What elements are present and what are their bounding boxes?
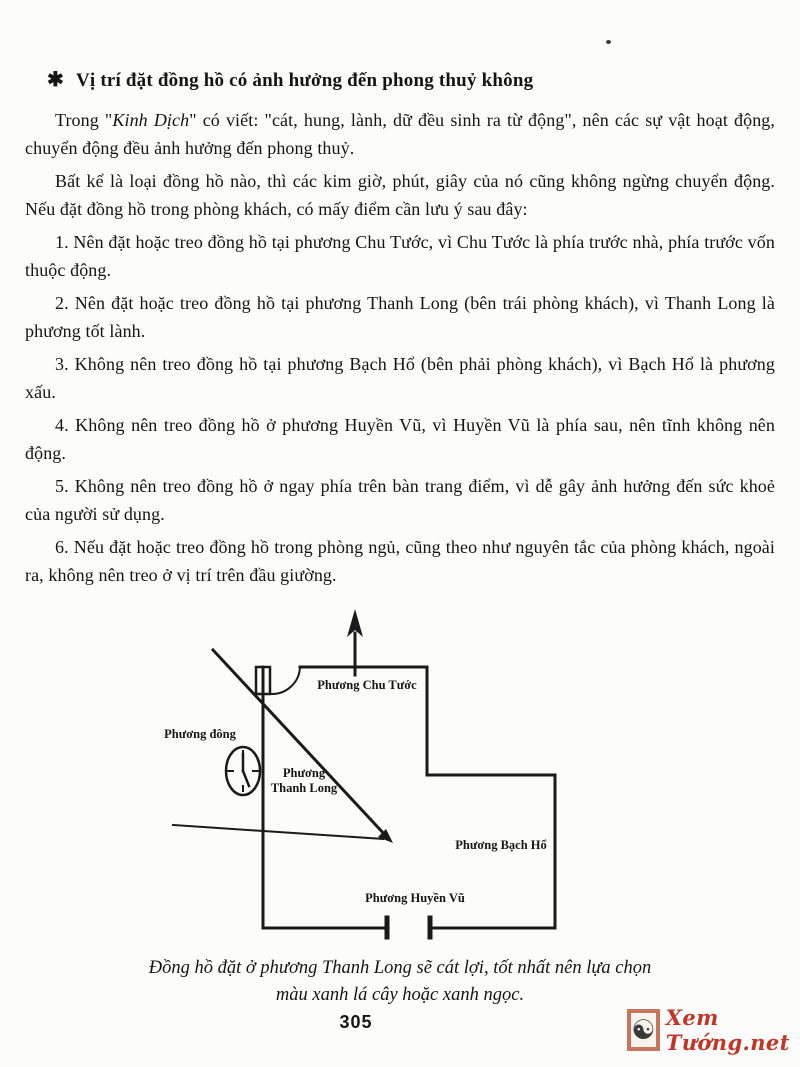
caption-line2: màu xanh lá cây hoặc xanh ngọc.	[275, 985, 525, 1005]
asterisk-star-icon: ✱	[47, 69, 64, 91]
list-item-5: 5. Không nên treo đồng hồ ở ngay phía trên bàn trang điểm, vì dễ gây ảnh hưởng đến sức khoẻ của người sử dụng.	[25, 476, 775, 524]
intro-text-before: Trong "	[55, 110, 113, 130]
list-item-6: 6. Nếu đặt hoặc treo đồng hồ trong phòng ngủ, cũng theo như nguyên tắc của phòng khách, ngoài ra, không nên treo ở vị trí trên đầu giường.	[25, 537, 775, 585]
watermark-text: Xem Tướng.net	[665, 1005, 790, 1055]
north-arrow-icon	[347, 609, 363, 675]
list-item-4: 4. Không nên treo đồng hồ ở phương Huyền Vũ, vì Huyền Vũ là phía sau, nên tĩnh không nên động.	[25, 415, 775, 463]
ink-speck	[606, 40, 611, 44]
yin-yang-icon: ☯	[627, 1009, 660, 1051]
hour-hand	[243, 771, 249, 786]
label-huyen-vu: Phương Huyền Vũ	[365, 891, 465, 905]
label-bach-ho: Phương Bạch Hổ	[455, 838, 547, 852]
floorplan-figure	[80, 605, 775, 945]
page-title-text: Vị trí đặt đồng hồ có ảnh hưởng đến phong thuỷ không	[75, 70, 534, 91]
label-thanh-long-line2: Thanh Long	[270, 781, 338, 795]
label-chu-tuoc: Phương Chu Tước	[317, 678, 417, 692]
intro-text-after: " có viết: "cát, hung, lành, dữ đều sinh ra từ động", nên các sự vật hoạt động, chuyển động đều ảnh hưởng đến phong thuỷ.	[25, 110, 775, 158]
page-title	[47, 70, 775, 92]
list-item-1: 1. Nên đặt hoặc treo đồng hồ tại phương Chu Tước, vì Chu Tước là phía trước nhà, phía trước vốn thuộc động.	[25, 232, 775, 280]
label-phuong-dong: Phương đông	[164, 727, 236, 741]
paragraph-clock-motion: Bất kể là loại đồng hồ nào, thì các kim giờ, phút, giây của nó cũng không ngừng chuyển động. Nếu đặt đồng hồ trong phòng khách, có mấy điểm cần lưu ý sau đây:	[25, 171, 775, 219]
list-item-2: 2. Nên đặt hoặc treo đồng hồ tại phương Thanh Long (bên trái phòng khách), vì Thanh Long là phương tốt lành.	[25, 293, 775, 341]
caption-line1: Đồng hồ đặt ở phương Thanh Long sẽ cát lợi, tốt nhất nên lựa chọn	[148, 958, 652, 978]
page-number: 305	[339, 1012, 373, 1032]
label-thanh-long-line1: Phương	[282, 766, 326, 780]
figure-caption	[45, 955, 755, 1009]
clock-icon	[226, 747, 260, 795]
list-item-3: 3. Không nên treo đồng hồ tại phương Bạch Hổ (bên phải phòng khách), vì Bạch Hổ là phương xấu.	[25, 354, 775, 402]
book-name-italic: Kinh Dịch	[112, 110, 190, 130]
watermark	[627, 1005, 800, 1055]
door-arc	[272, 667, 300, 694]
paragraph-intro	[25, 107, 775, 162]
floorplan-svg	[80, 605, 680, 945]
